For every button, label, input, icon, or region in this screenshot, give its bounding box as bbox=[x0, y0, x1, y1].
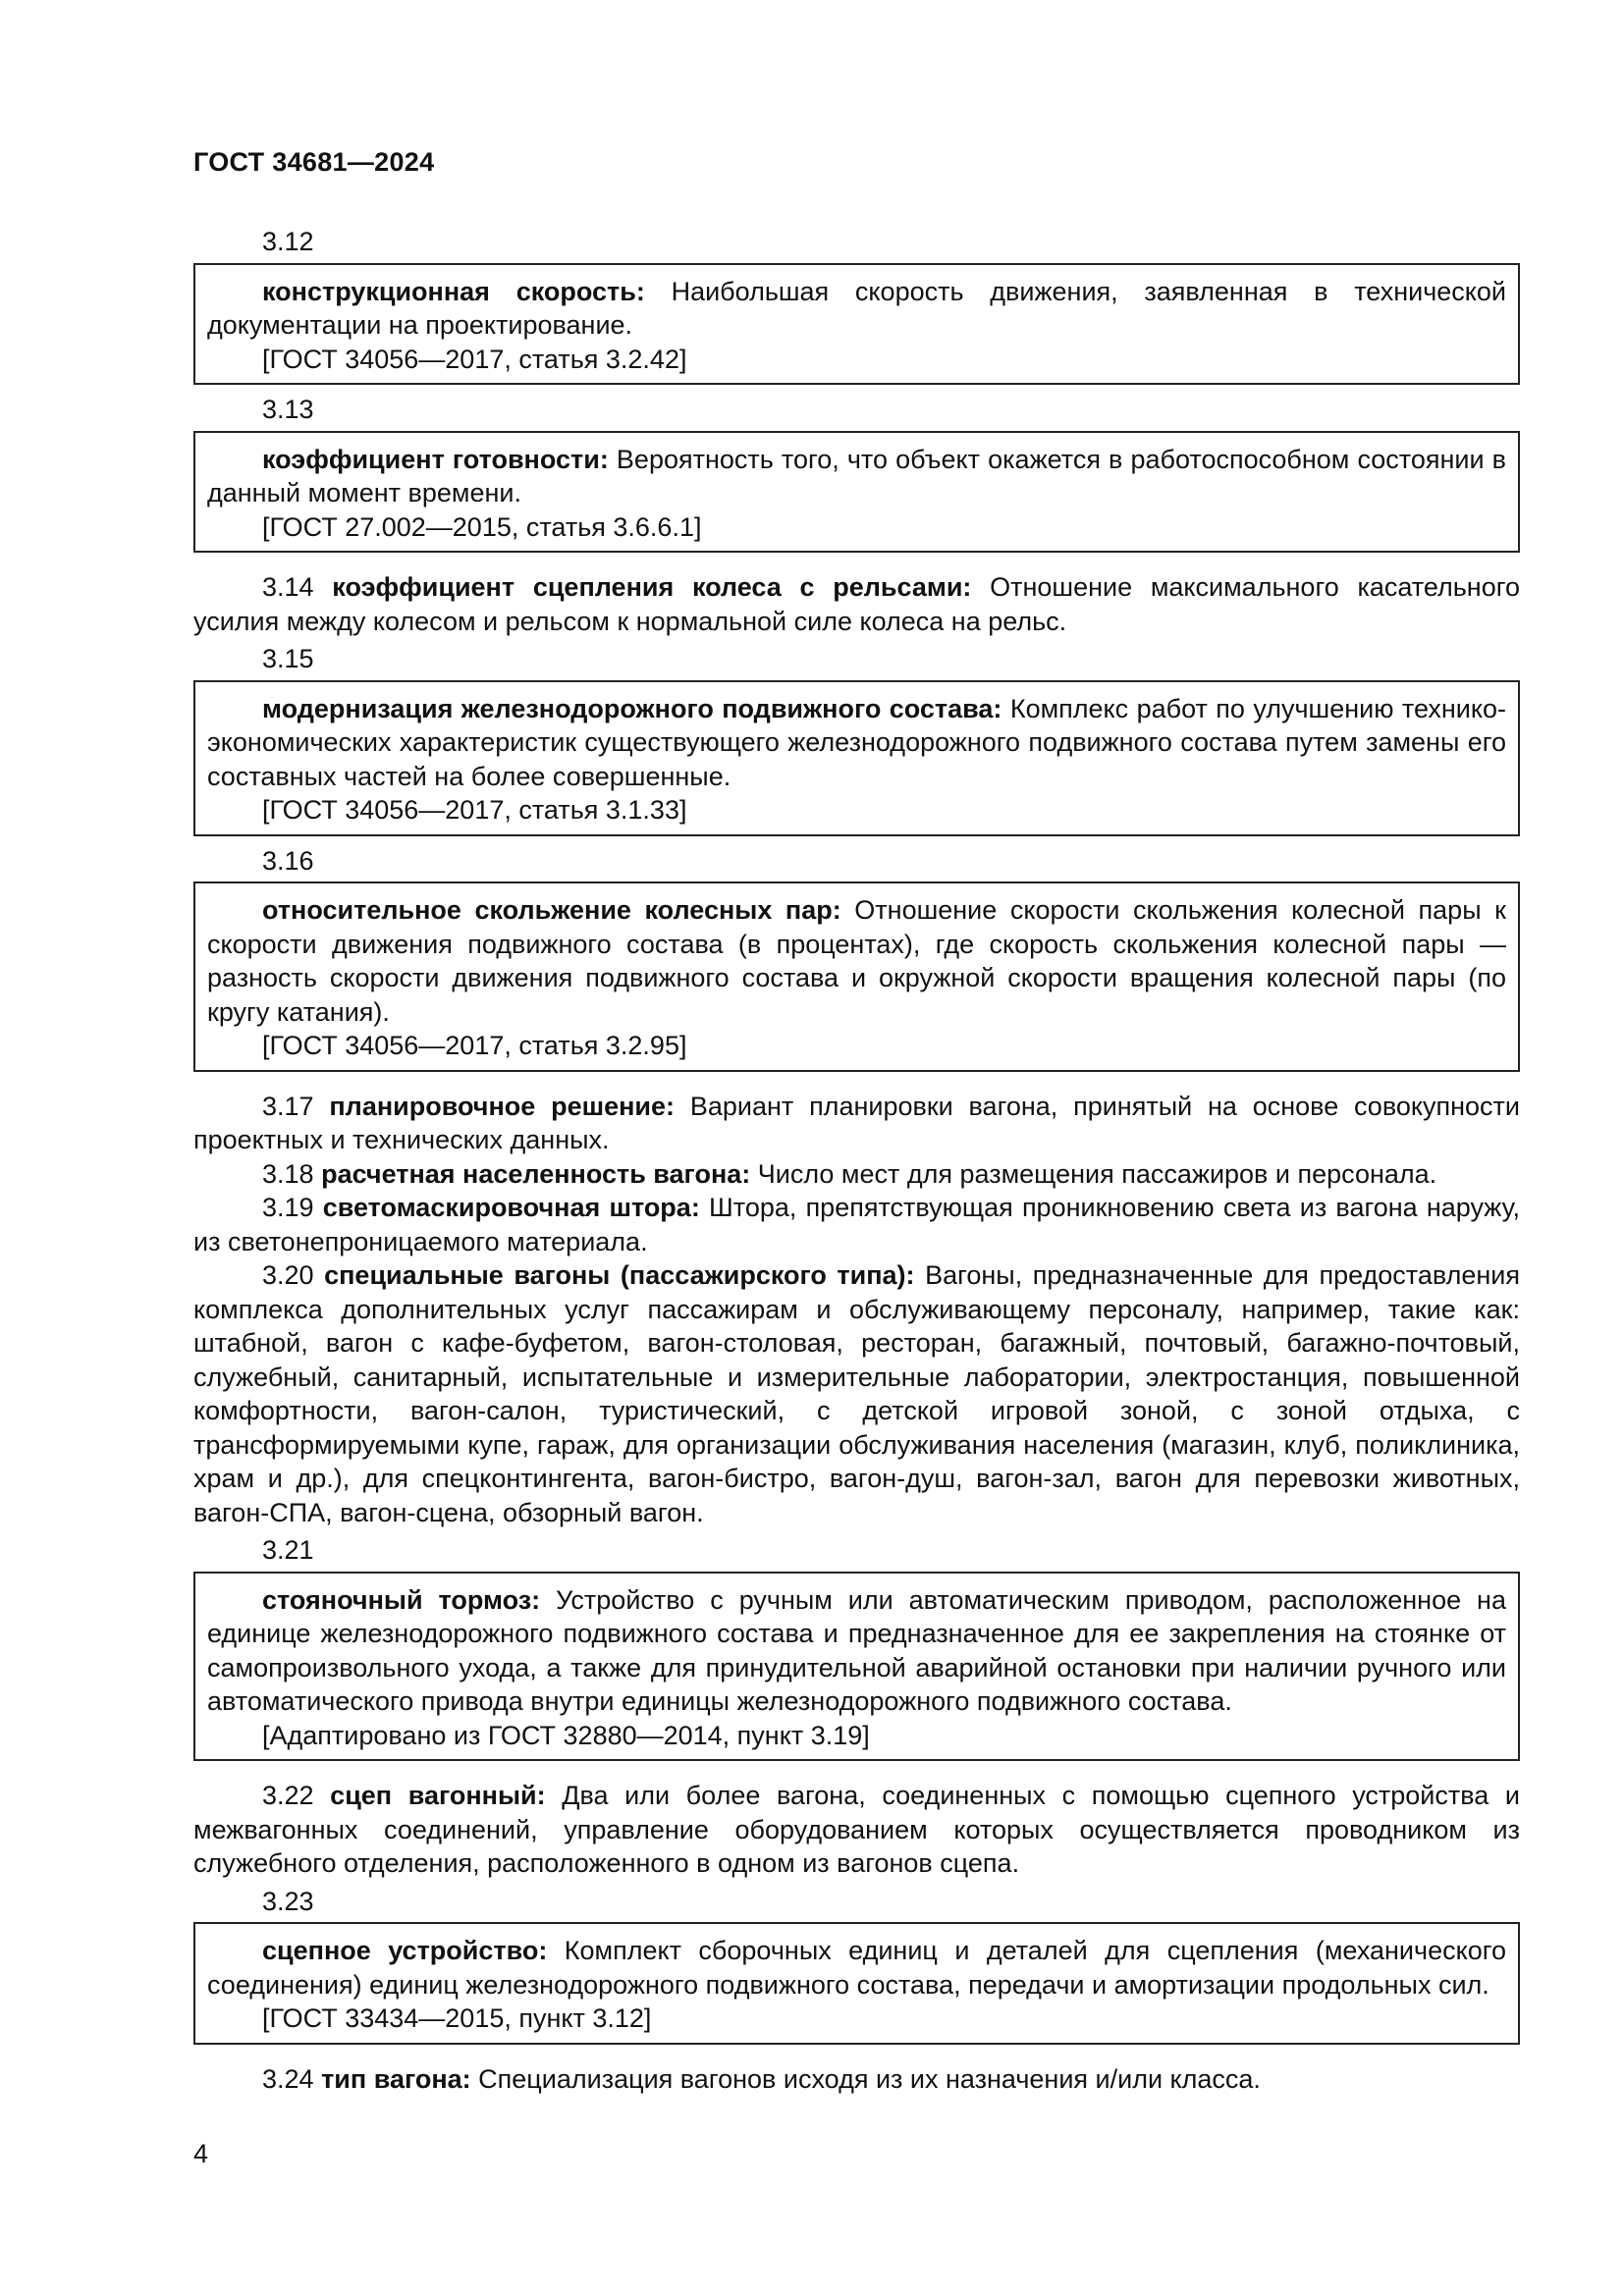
term-paragraph bbox=[193, 1191, 1520, 1258]
term-title: специальные вагоны (пассажирского типа): bbox=[324, 1260, 915, 1290]
term-number: 3.18 bbox=[262, 1158, 314, 1189]
term-number: 3.21 bbox=[262, 1535, 314, 1565]
term-definition: Устройство с ручным или автоматическим приводом, расположенное на единице железнодорожного подвижного состава и предназначенное для ее закрепления на стоянке от самопроизвольного ухода, а также для принудительной аварийной остановки при наличии ручного или автоматического привода внутри единицы железнодорожного подвижного состава. bbox=[207, 1584, 1506, 1716]
term-definition: Отношение скорости скольжения колесной пары к скорости движения подвижного состава (в процентах), где скорость скольжения колесной пары — разность скорости движения подвижного состава и окружной скорости вращения колесной пары (по кругу катания). bbox=[207, 895, 1506, 1027]
term-box bbox=[193, 1572, 1520, 1762]
term-title: тип вагона: bbox=[321, 2063, 471, 2094]
term-reference: [ГОСТ 34056—2017, статья 3.1.33] bbox=[262, 795, 687, 825]
term-title: планировочное решение: bbox=[329, 1091, 676, 1121]
term-title: стояночный тормоз: bbox=[262, 1584, 541, 1615]
term-paragraph bbox=[193, 570, 1520, 638]
term-definition: Число мест для размещения пассажиров и персонала. bbox=[750, 1158, 1437, 1189]
term-title: сцеп вагонный: bbox=[330, 1781, 546, 1810]
term-number: 3.17 bbox=[262, 1091, 314, 1121]
term-definition: Вероятность того, что объект окажется в работоспособном состоянии в данный момент времени. bbox=[207, 444, 1506, 507]
term-box bbox=[193, 680, 1520, 836]
term-paragraph bbox=[193, 2062, 1520, 2097]
term-definition: Отношение максимального касательного усилия между колесом и рельсом к нормальной силе колеса на рельс. bbox=[193, 572, 1520, 636]
term-paragraph bbox=[193, 1090, 1520, 1157]
term-number: 3.12 bbox=[262, 227, 314, 256]
term-title: коэффициент сцепления колеса с рельсами: bbox=[332, 572, 972, 602]
term-box bbox=[193, 263, 1520, 386]
term-definition: Вариант планировки вагона, принятый на основе совокупности проектных и технических данных. bbox=[193, 1091, 1520, 1154]
term-title: сцепное устройство: bbox=[262, 1936, 548, 1965]
term-definition: Комплект сборочных единиц и деталей для сцепления (механического соединения) единиц железнодорожного подвижного состава, передачи и амортизации продольных сил. bbox=[207, 1936, 1507, 2000]
term-number: 3.23 bbox=[262, 1886, 314, 1916]
term-number: 3.24 bbox=[262, 2063, 314, 2094]
term-box bbox=[193, 881, 1520, 1072]
term-title: относительное скольжение колесных пар: bbox=[262, 895, 841, 925]
term-reference: [ГОСТ 34056—2017, статья 3.2.42] bbox=[262, 344, 687, 374]
term-number: 3.13 bbox=[262, 395, 314, 424]
term-number: 3.15 bbox=[262, 644, 314, 673]
term-number: 3.20 bbox=[262, 1260, 314, 1290]
term-reference: [ГОСТ 27.002—2015, статья 3.6.6.1] bbox=[262, 511, 702, 542]
term-number: 3.14 bbox=[262, 572, 314, 602]
page-number: 4 bbox=[193, 2139, 209, 2168]
term-definition: Два или более вагона, соединенных с помощью сцепного устройства и межвагонных соединений, управление оборудованием которых осуществляется проводником из служебного отделения, расположенного в одном из вагонов сцепа. bbox=[193, 1781, 1520, 1878]
term-title: светомаскировочная штора: bbox=[322, 1193, 700, 1222]
term-box bbox=[193, 431, 1520, 554]
term-paragraph bbox=[193, 1779, 1520, 1881]
term-title: коэффициент готовности: bbox=[262, 444, 609, 474]
term-title: конструкционная скорость: bbox=[262, 276, 645, 306]
term-reference: [Адаптировано из ГОСТ 32880—2014, пункт 3.19] bbox=[262, 1720, 870, 1750]
term-title: модернизация железнодорожного подвижного состава: bbox=[262, 693, 1002, 723]
term-definition: Комплекс работ по улучшению технико-экономических характеристик существующего железнодорожного подвижного состава путем замены его составных частей на более совершенные. bbox=[207, 693, 1506, 791]
terms-section bbox=[193, 221, 1520, 2096]
document-header: ГОСТ 34681—2024 bbox=[193, 147, 435, 177]
term-paragraph bbox=[193, 1157, 1520, 1192]
term-definition: Специализация вагонов исходя из их назначения и/или класса. bbox=[470, 2063, 1261, 2094]
term-title: расчетная населенность вагона: bbox=[321, 1158, 751, 1189]
term-number: 3.16 bbox=[262, 845, 314, 876]
term-reference: [ГОСТ 34056—2017, статья 3.2.95] bbox=[262, 1031, 687, 1060]
term-definition: Штора, препятствующая проникновению света из вагона наружу, из светонепроницаемого материала. bbox=[193, 1193, 1520, 1256]
term-box bbox=[193, 1922, 1520, 2045]
term-number: 3.19 bbox=[262, 1193, 314, 1222]
term-paragraph bbox=[193, 1258, 1520, 1529]
term-reference: [ГОСТ 33434—2015, пункт 3.12] bbox=[262, 2003, 652, 2033]
term-definition: Наибольшая скорость движения, заявленная в технической документации на проектирование. bbox=[207, 276, 1506, 340]
term-number: 3.22 bbox=[262, 1781, 314, 1810]
term-definition: Вагоны, предназначенные для предоставления комплекса дополнительных услуг пассажирам и обслуживающему персоналу, например, такие как: штабной, вагон с кафе-буфетом, вагон-столовая, ресторан, багажный, почтовый, багажно-почтовый, служебный, санитарный, испытательные и измерительные лаборатории, электростанция, повышенной комфортности, вагон-салон, туристический, с детской игровой зоной, с зоной отдыха, с трансформируемыми купе, гараж, для организации обслуживания населения (магазин, клуб, поликлиника, храм и др.), для спецконтингента, вагон-бистро, вагон-душ, вагон-зал, вагон для перевозки животных, вагон-СПА, вагон-сцена, обзорный вагон. bbox=[193, 1260, 1520, 1527]
